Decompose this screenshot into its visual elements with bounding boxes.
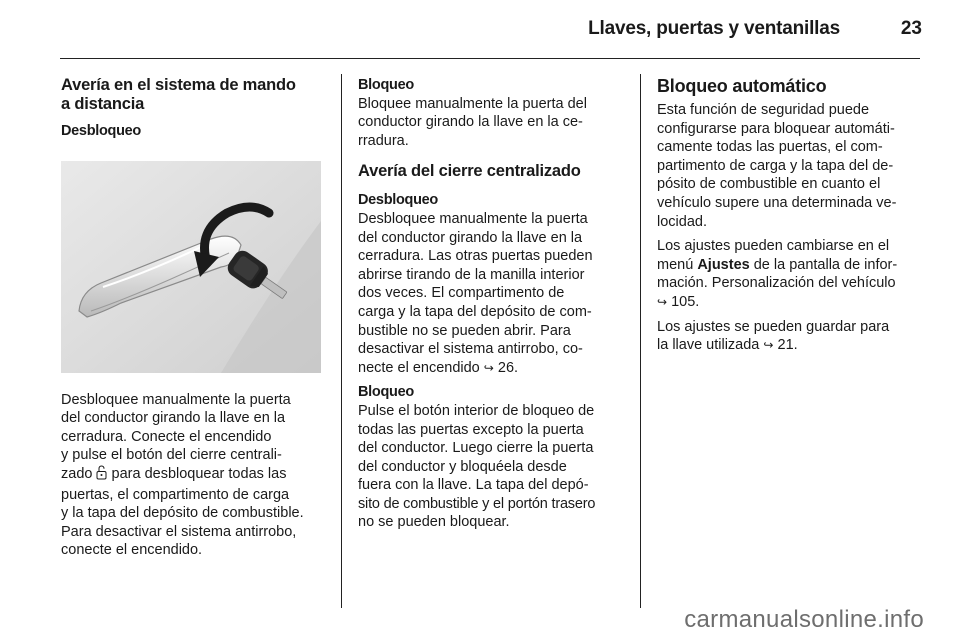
text-line: fuera con la llave. La tapa del depó- — [358, 477, 589, 494]
subheading-unlock-2: Desbloqueo — [358, 192, 438, 209]
page-reference-arrow-icon[interactable]: ↪ — [483, 360, 494, 375]
column-3 — [657, 76, 927, 361]
heading-line-1: Avería en el sistema de mando — [61, 76, 296, 94]
text-line: cerradura. Las otras puertas pueden — [358, 248, 593, 265]
text-line: todas las puertas excepto la puerta — [358, 421, 584, 438]
subheading-lock: Bloqueo — [358, 77, 414, 93]
text-line: pósito de combustible en cuanto el — [657, 176, 881, 193]
text-line: de la pantalla de infor- — [753, 256, 898, 273]
paragraph-key-settings — [657, 318, 927, 355]
text-line: del conductor y bloquéela desde — [358, 458, 567, 475]
section-heading-automatic-lock: Bloqueo automático — [657, 76, 827, 96]
menu-name-ajustes: Ajustes — [697, 256, 750, 273]
column-divider-1 — [341, 74, 342, 608]
page-reference-21[interactable]: 21. — [777, 337, 798, 354]
text-line: camente todas las puertas, el com- — [657, 139, 883, 156]
page-reference-26[interactable]: 26. — [497, 359, 519, 376]
text-line: Los ajustes se pueden guardar para — [657, 318, 890, 335]
section-heading-remote-failure — [61, 76, 329, 114]
page-reference-arrow-icon[interactable]: ↪ — [657, 294, 668, 309]
text-line: Pulse el botón interior de bloqueo de — [358, 402, 595, 419]
text-line: cerradura. Conecte el encendido — [61, 428, 272, 445]
text-line: Los ajustes pueden cambiarse en el — [657, 238, 890, 255]
text-line: puertas, el compartimento de carga — [61, 486, 290, 503]
subheading-unlock: Desbloqueo — [61, 123, 141, 139]
text-line: para desbloquear todas las — [111, 465, 287, 482]
text-line: la llave utilizada — [657, 337, 760, 354]
padlock-open-icon — [96, 465, 107, 486]
text-line: desactivar el sistema antirrobo, co- — [358, 341, 583, 358]
text-line: zado — [61, 465, 93, 482]
page-number: 23 — [900, 18, 922, 39]
text-line: Desbloquee manualmente la puerta — [358, 210, 588, 227]
text-line: partimento de carga y la tapa del de- — [657, 157, 894, 174]
paragraph-settings-menu — [657, 237, 927, 311]
heading-line-2: a distancia — [61, 95, 145, 113]
text-line: carga y la tapa del depósito de com- — [358, 303, 592, 320]
text-line: abrirse tirando de la manilla interior — [358, 266, 585, 283]
text-line: menú — [657, 256, 694, 273]
text-line: vehículo supere una determinada ve- — [657, 194, 897, 211]
text-line: Bloquee manualmente la puerta del — [358, 95, 587, 112]
page-reference-arrow-icon[interactable]: ↪ — [763, 338, 774, 353]
text-line: configurarse para bloquear automáti- — [657, 120, 895, 137]
text-line: sito de combustible y el portón trasero — [358, 495, 596, 512]
paragraph-manual-unlock — [61, 391, 329, 560]
text-line: rradura. — [358, 132, 409, 149]
text-line: Para desactivar el sistema antirrobo, — [61, 523, 297, 540]
text-line: no se pueden bloquear. — [358, 514, 510, 531]
text-line: necte el encendido — [358, 359, 480, 376]
text-line: dos veces. El compartimento de — [358, 285, 565, 302]
text-line: Esta función de seguridad puede — [657, 102, 870, 118]
text-line: conecte el encendido. — [61, 542, 203, 559]
text-line: bustible no se pueden abrir. Para — [358, 322, 571, 339]
text-line: y la tapa del depósito de combustible. — [61, 505, 304, 522]
text-line: conductor girando la llave en la ce- — [358, 114, 583, 131]
door-handle-key-illustration — [61, 161, 321, 373]
paragraph-unlock-central-failure — [358, 210, 630, 377]
text-line: del conductor girando la llave en la — [61, 410, 286, 427]
text-line: mación. Personalización del vehículo — [657, 275, 896, 292]
paragraph-manual-lock — [358, 95, 630, 151]
paragraph-lock-central-failure — [358, 402, 630, 532]
header-title: Llaves, puertas y ventanillas — [588, 18, 840, 39]
watermark: carmanualsonline.info — [684, 606, 924, 633]
text-line: Desbloquee manualmente la puerta — [61, 391, 291, 408]
text-line: locidad. — [657, 213, 707, 230]
text-line: y pulse el botón del cierre centrali- — [61, 447, 282, 464]
subheading-lock-2: Bloqueo — [358, 384, 414, 401]
column-divider-2 — [640, 74, 641, 608]
header-rule — [60, 58, 920, 59]
column-1 — [61, 76, 329, 566]
column-2 — [358, 76, 630, 538]
paragraph-automatic-lock — [657, 101, 927, 231]
page-reference-105[interactable]: 105. — [671, 293, 700, 310]
text-line: del conductor girando la llave en la — [358, 229, 583, 246]
section-heading-central-lock-failure: Avería del cierre centralizado — [358, 162, 581, 181]
text-line: del conductor. Luego cierre la puerta — [358, 440, 594, 457]
